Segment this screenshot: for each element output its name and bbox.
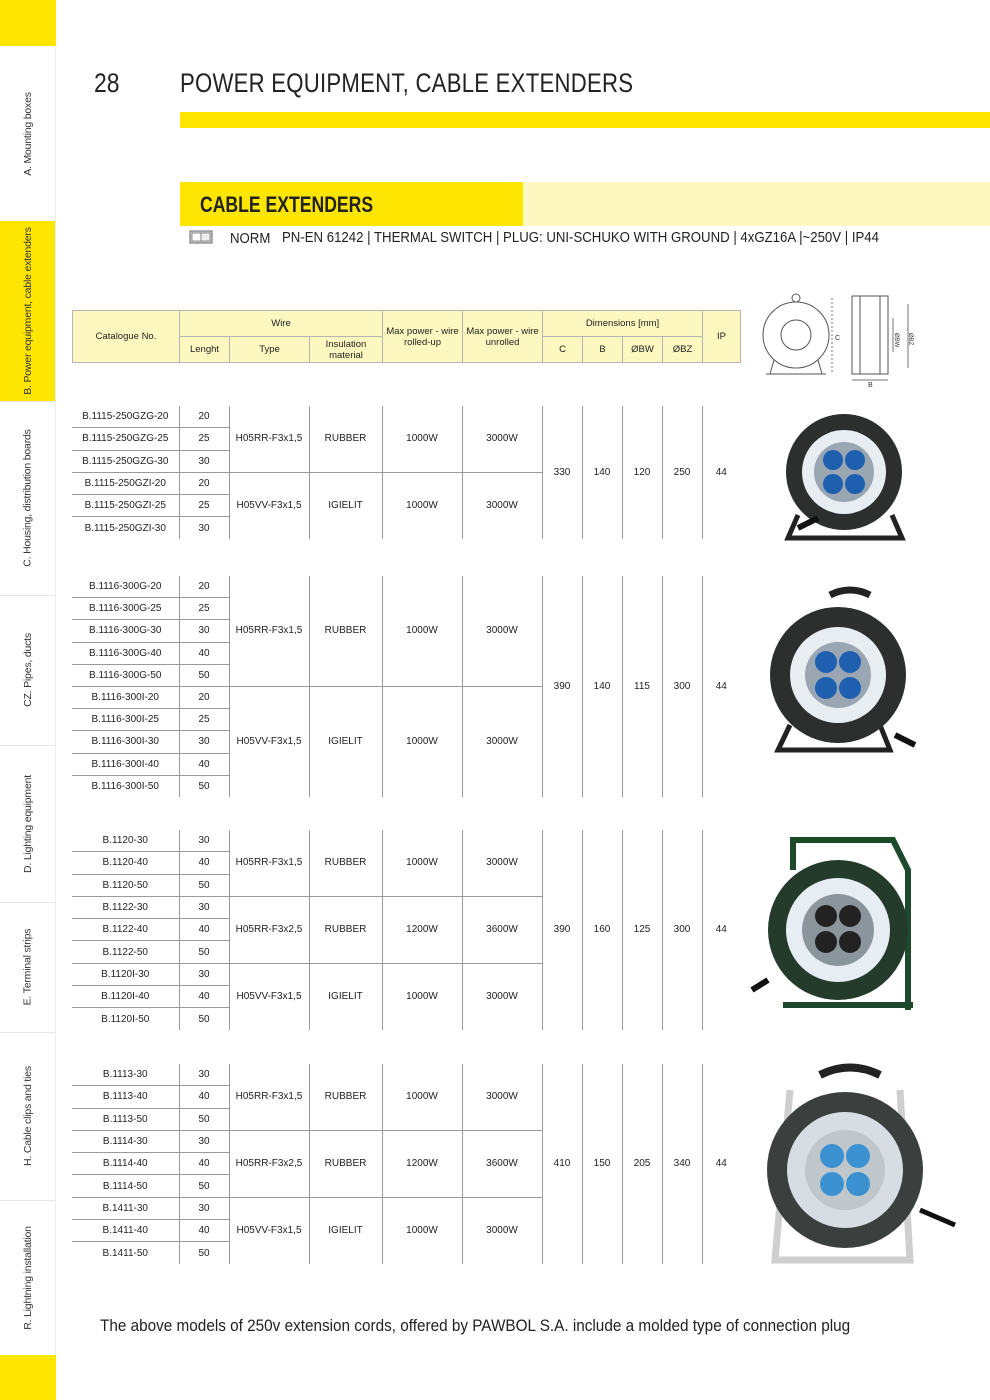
sidebar-tab-power-equipment[interactable]: [0, 221, 56, 402]
dimension-obz-cell: 300: [662, 576, 702, 797]
section-heading-band-light: [523, 182, 990, 226]
catalogue-number-cell: B.1114-30: [72, 1130, 179, 1152]
type-cell: H05RR-F3x1,5: [229, 1064, 309, 1130]
length-cell: 30: [179, 517, 229, 539]
rolled-cell: 1000W: [382, 1064, 462, 1130]
unrolled-cell: 3000W: [462, 1197, 542, 1263]
catalogue-number-cell: B.1116-300I-20: [72, 686, 179, 708]
sidebar-top-accent: [0, 0, 56, 46]
length-cell: 25: [179, 495, 229, 517]
insulation-cell: RUBBER: [309, 896, 382, 963]
type-cell: H05VV-F3x1,5: [229, 1197, 309, 1263]
catalogue-number-cell: B.1120I-50: [72, 1008, 179, 1030]
length-cell: 40: [179, 1153, 229, 1175]
page-title: POWER EQUIPMENT, CABLE EXTENDERS: [180, 68, 634, 98]
catalogue-number-cell: B.1122-40: [72, 919, 179, 941]
length-cell: 40: [179, 642, 229, 664]
section-title: CABLE EXTENDERS: [200, 192, 374, 217]
page-number: 28: [94, 68, 120, 98]
length-cell: 30: [179, 896, 229, 918]
norm-spec-text: PN-EN 61242 | THERMAL SWITCH | PLUG: UNI-SCHUKO WITH GROUND | 4xGZ16A |~250V | IP44: [282, 229, 879, 246]
catalogue-number-cell: B.1113-30: [72, 1064, 179, 1086]
catalogue-number-cell: B.1115-250GZG-25: [72, 428, 179, 450]
insulation-cell: IGIELIT: [309, 1197, 382, 1263]
sidebar-tab-mounting-boxes[interactable]: [0, 46, 56, 222]
type-cell: H05RR-F3x2,5: [229, 1130, 309, 1197]
sidebar-tab-label: C. Housing, distribution boards: [21, 429, 34, 567]
length-cell: 30: [179, 1064, 229, 1086]
length-cell: 25: [179, 598, 229, 620]
product-group-table: [72, 830, 740, 1030]
length-cell: 30: [179, 1197, 229, 1219]
insulation-cell: IGIELIT: [309, 963, 382, 1029]
insulation-cell: RUBBER: [309, 576, 382, 686]
type-cell: H05RR-F3x1,5: [229, 830, 309, 896]
sidebar-bottom-accent: [0, 1355, 56, 1400]
unrolled-cell: 3000W: [462, 576, 542, 686]
sidebar-tab-label: E. Terminal strips: [21, 928, 34, 1006]
insulation-cell: RUBBER: [309, 830, 382, 896]
type-cell: H05VV-F3x1,5: [229, 472, 309, 538]
cable-reel-product-image: [760, 1060, 960, 1275]
unrolled-cell: 3000W: [462, 1064, 542, 1130]
catalogue-number-cell: B.1122-50: [72, 941, 179, 963]
sidebar-tab-label: R. Lightning installation: [21, 1225, 34, 1330]
product-group-table: [72, 576, 740, 797]
catalogue-number-cell: B.1113-50: [72, 1108, 179, 1130]
dimension-b-cell: 140: [582, 576, 622, 797]
unrolled-cell: 3000W: [462, 686, 542, 796]
ip-cell: 44: [715, 680, 727, 692]
header-power-rolled: Max power - wire rolled-up: [383, 311, 463, 363]
length-cell: 40: [179, 852, 229, 874]
diagram-label-c: C: [835, 335, 841, 342]
unrolled-cell: 3000W: [462, 406, 542, 472]
type-cell: H05RR-F3x1,5: [229, 576, 309, 686]
dimension-obw-cell: 205: [622, 1064, 662, 1264]
diagram-label-b: B: [868, 382, 873, 388]
norm-label: NORM: [230, 230, 271, 247]
catalogue-number-cell: B.1115-250GZI-30: [72, 517, 179, 539]
sidebar-tab-label: B. Power equipment, cable extenders: [21, 227, 34, 395]
type-cell: H05RR-F3x2,5: [229, 896, 309, 963]
dimension-obw-cell: 125: [622, 830, 662, 1030]
length-cell: 50: [179, 1175, 229, 1197]
catalogue-number-cell: B.1116-300I-40: [72, 753, 179, 775]
catalogue-number-cell: B.1120I-40: [72, 986, 179, 1008]
length-cell: 40: [179, 753, 229, 775]
catalogue-number-cell: B.1116-300G-20: [72, 576, 179, 598]
length-cell: 50: [179, 1008, 229, 1030]
sidebar-tab-label: CZ. Pipes, ducts: [21, 633, 34, 707]
catalogue-number-cell: B.1120-40: [72, 852, 179, 874]
catalogue-number-cell: B.1115-250GZG-20: [72, 406, 179, 428]
dimension-b-cell: 160: [582, 830, 622, 1030]
sidebar-tab-cable-clips[interactable]: [0, 1032, 56, 1201]
length-cell: 40: [179, 986, 229, 1008]
length-cell: 30: [179, 450, 229, 472]
dimension-b-cell: 140: [582, 406, 622, 539]
rolled-cell: 1000W: [382, 472, 462, 538]
rolled-cell: 1000W: [382, 406, 462, 472]
ip-cell: 44: [715, 924, 727, 936]
sidebar-tab-label: A. Mounting boxes: [21, 91, 34, 176]
dimension-diagram: [760, 288, 920, 388]
catalogue-number-cell: B.1120I-30: [72, 963, 179, 985]
footer-note: The above models of 250v extension cords, offered by PAWBOL S.A. include a molded type of connection plug: [100, 1316, 851, 1335]
type-cell: H05VV-F3x1,5: [229, 686, 309, 796]
cable-reel-product-image: [770, 585, 920, 765]
rolled-cell: 1000W: [382, 830, 462, 896]
norm-book-icon: [189, 230, 213, 244]
cable-reel-product-image: [778, 410, 913, 550]
length-cell: 20: [179, 406, 229, 428]
catalogue-number-cell: B.1116-300G-30: [72, 620, 179, 642]
unrolled-cell: 3000W: [462, 830, 542, 896]
spec-table-header: [72, 310, 741, 363]
catalogue-number-cell: B.1116-300G-40: [72, 642, 179, 664]
length-cell: 50: [179, 664, 229, 686]
length-cell: 20: [179, 576, 229, 598]
dimension-c-cell: 410: [542, 1064, 582, 1264]
length-cell: 20: [179, 472, 229, 494]
sidebar-tab-label: D. Lighting equipment: [21, 774, 34, 873]
header-obz: ØBZ: [663, 337, 703, 363]
length-cell: 30: [179, 1130, 229, 1152]
catalogue-number-cell: B.1113-40: [72, 1086, 179, 1108]
header-dimensions: Dimensions [mm]: [543, 311, 703, 337]
length-cell: 25: [179, 428, 229, 450]
catalogue-number-cell: B.1120-30: [72, 830, 179, 852]
length-cell: 30: [179, 830, 229, 852]
sidebar-tab-terminal-strips[interactable]: [0, 902, 56, 1033]
dimension-obz-cell: 300: [662, 830, 702, 1030]
length-cell: 30: [179, 620, 229, 642]
dimension-obz-cell: 250: [662, 406, 702, 539]
product-group-table: [72, 1064, 740, 1264]
sidebar-tab-label: H. Cable clips and ties: [21, 1066, 34, 1166]
length-cell: 50: [179, 775, 229, 797]
rolled-cell: 1000W: [382, 963, 462, 1029]
diagram-label-obw: ØBW: [893, 333, 899, 348]
rolled-cell: 1000W: [382, 576, 462, 686]
rolled-cell: 1200W: [382, 896, 462, 963]
length-cell: 40: [179, 1220, 229, 1242]
ip-cell: 44: [715, 1158, 727, 1170]
table-row: [72, 830, 740, 852]
length-cell: 40: [179, 1086, 229, 1108]
product-group-table: [72, 406, 740, 539]
title-underline-bar: [180, 112, 990, 128]
header-power-unrolled: Max power - wire unrolled: [463, 311, 543, 363]
rolled-cell: 1200W: [382, 1130, 462, 1197]
header-catalogue: Catalogue No.: [73, 311, 180, 363]
dimension-obw-cell: 120: [622, 406, 662, 539]
catalogue-number-cell: B.1411-40: [72, 1220, 179, 1242]
table-row: [72, 1064, 740, 1086]
sidebar-tab-lighting[interactable]: [0, 745, 56, 903]
header-c: C: [543, 337, 583, 363]
unrolled-cell: 3600W: [462, 896, 542, 963]
catalogue-number-cell: B.1411-50: [72, 1242, 179, 1264]
header-insulation: Insulation material: [310, 337, 383, 363]
catalogue-number-cell: B.1120-50: [72, 874, 179, 896]
catalogue-number-cell: B.1114-50: [72, 1175, 179, 1197]
rolled-cell: 1000W: [382, 1197, 462, 1263]
catalogue-number-cell: B.1122-30: [72, 896, 179, 918]
catalogue-number-cell: B.1115-250GZG-30: [72, 450, 179, 472]
catalogue-number-cell: B.1116-300G-50: [72, 664, 179, 686]
catalogue-number-cell: B.1116-300G-25: [72, 598, 179, 620]
insulation-cell: RUBBER: [309, 406, 382, 472]
catalogue-number-cell: B.1116-300I-50: [72, 775, 179, 797]
header-b: B: [583, 337, 623, 363]
ip-cell: 44: [715, 466, 727, 478]
length-cell: 30: [179, 963, 229, 985]
table-row: [72, 406, 740, 428]
insulation-cell: RUBBER: [309, 1130, 382, 1197]
dimension-c-cell: 390: [542, 576, 582, 797]
insulation-cell: IGIELIT: [309, 686, 382, 796]
table-row: [72, 576, 740, 598]
dimension-obz-cell: 340: [662, 1064, 702, 1264]
catalogue-number-cell: B.1114-40: [72, 1153, 179, 1175]
catalogue-number-cell: B.1115-250GZI-25: [72, 495, 179, 517]
length-cell: 50: [179, 874, 229, 896]
catalogue-number-cell: B.1115-250GZI-20: [72, 472, 179, 494]
insulation-cell: IGIELIT: [309, 472, 382, 538]
header-type: Type: [230, 337, 310, 363]
sidebar-tab-pipes[interactable]: [0, 595, 56, 746]
length-cell: 50: [179, 1242, 229, 1264]
length-cell: 40: [179, 919, 229, 941]
insulation-cell: RUBBER: [309, 1064, 382, 1130]
sidebar: [0, 0, 57, 1400]
dimension-obw-cell: 115: [622, 576, 662, 797]
unrolled-cell: 3600W: [462, 1130, 542, 1197]
dimension-b-cell: 150: [582, 1064, 622, 1264]
unrolled-cell: 3000W: [462, 472, 542, 538]
rolled-cell: 1000W: [382, 686, 462, 796]
length-cell: 30: [179, 731, 229, 753]
catalogue-number-cell: B.1411-30: [72, 1197, 179, 1219]
length-cell: 50: [179, 941, 229, 963]
header-ip: IP: [703, 311, 741, 363]
length-cell: 25: [179, 709, 229, 731]
header-obw: ØBW: [623, 337, 663, 363]
length-cell: 50: [179, 1108, 229, 1130]
diagram-label-obz: ØBZ: [907, 333, 913, 346]
dimension-c-cell: 330: [542, 406, 582, 539]
type-cell: H05VV-F3x1,5: [229, 963, 309, 1029]
sidebar-tab-housing[interactable]: [0, 401, 56, 596]
header-length: Lenght: [180, 337, 230, 363]
unrolled-cell: 3000W: [462, 963, 542, 1029]
type-cell: H05RR-F3x1,5: [229, 406, 309, 472]
catalogue-number-cell: B.1116-300I-30: [72, 731, 179, 753]
header-wire: Wire: [180, 311, 383, 337]
catalogue-number-cell: B.1116-300I-25: [72, 709, 179, 731]
dimension-c-cell: 390: [542, 830, 582, 1030]
sidebar-tab-lightning[interactable]: [0, 1200, 56, 1356]
length-cell: 20: [179, 686, 229, 708]
cable-reel-product-image: [748, 830, 933, 1025]
